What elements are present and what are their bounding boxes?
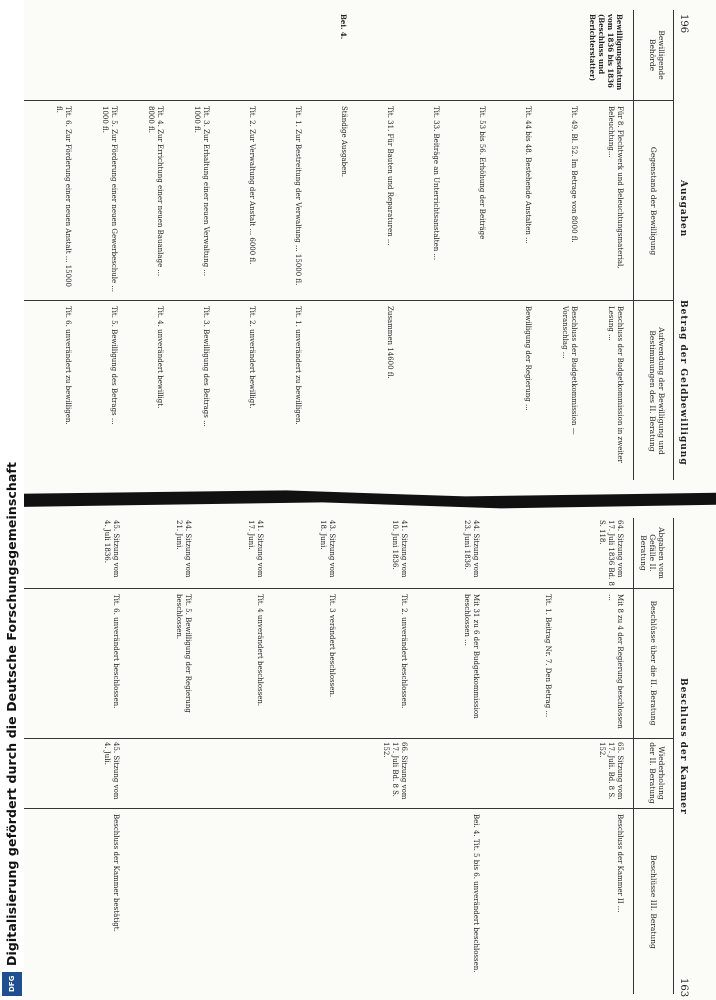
table-cell: Tit. 3 verändert beschlossen.: [328, 594, 336, 698]
table-cell: 44. Sitzung vom 21. Juni.: [175, 520, 192, 578]
table-cell: Tit. 6. unverändert zu bewilligen.: [64, 306, 72, 425]
table-cell: Mit 8 zu 4 der Regierung beschlossen ...: [607, 594, 624, 729]
table-cell: Tit. 2. unverändert bewilligt.: [248, 306, 256, 409]
table-cell: 64. Sitzung vom 17. Juli 1836 Bd. 8 S. 118.: [598, 520, 624, 586]
column-header: Gegenstand der Bewilligung: [649, 146, 658, 256]
dfg-logo: DFG: [2, 972, 22, 996]
footer-text: Digitalisierung gefördert durch die Deutsche Forschungsgemeinschaft: [4, 461, 19, 966]
table-cell: 65. Sitzung vom 17. Juli. Bd. 8 S. 152.: [598, 742, 624, 800]
table-cell: Tit. 49. Bl. 52. Im Betrage von 8000 fl.: [570, 106, 578, 243]
table-cell: Tit. 5. Bewilligung der Regierung beschlossen.: [175, 594, 192, 713]
table-cell: Tit. 6. unverändert beschlossen.: [112, 594, 120, 709]
table-cell: Bewilligung der Regierung ...: [524, 306, 532, 411]
left-group-subheader: Betrag der Geldbewilligung: [678, 300, 688, 466]
col-divider: [14, 808, 674, 809]
table-cell: Tit. 1. Beitrag Nr. 7. Den Betrag ...: [544, 594, 552, 718]
col-divider: [14, 300, 674, 301]
table-cell: Tit. 53 bis 56. Erhöhung der Beiträge: [478, 106, 486, 240]
header-rule: [633, 518, 634, 994]
table-cell: 45. Sitzung vom 4. Juli 1836.: [103, 520, 120, 578]
table-cell: 44. Sitzung vom 23. Juni 1836.: [463, 520, 480, 578]
column-header: Aufwendung der Bewilligung und Bestimmungen des II. Beratung: [648, 327, 666, 455]
table-cell: Tit. 3. Zur Erhaltung einer neuen Verwaltung ... 1000 fl.: [193, 106, 210, 277]
table-cell: Tit. 33. Beiträge an Unterrichtsanstalten ...: [432, 106, 440, 261]
table-cell: Tit. 6. Zur Förderung einer neuen Anstalt ... 15000 fl.: [55, 106, 72, 287]
table-cell: Bewilligungsdatum vom 1836 bis 1836 (Beschluss und Berichterstatter): [588, 14, 624, 91]
table-cell: Beschluss der Budgetkommission — Voranschlag ...: [561, 306, 578, 435]
column-header: Abgaben vom Gefälle II. Beratung: [639, 527, 666, 579]
col-divider: [14, 588, 674, 589]
table-cell: Tit. 1. unverändert zu bewilligen.: [294, 306, 302, 425]
table-cell: Beschluss der Kammer bestätigt.: [112, 814, 120, 932]
table-cell: Für 8. Flechtwerk und Beleuchtungsmaterial, Beleuchtung...: [607, 106, 624, 269]
table-cell: Tit. 44 bis 48. Bestehende Anstalten ...: [524, 106, 532, 244]
table-cell: Mit 31 zu 6 der Budgetkommission beschlossen ...: [463, 594, 480, 719]
table-cell: Tit. 31. Für Bauten und Reparaturen ...: [386, 106, 394, 246]
page-fold-shadow: [0, 488, 716, 512]
table-cell: Tit. 2. unverändert beschlossen.: [400, 594, 408, 709]
column-header: Beschlüsse III. Beratung: [649, 855, 658, 949]
left-page-number: 196: [678, 14, 689, 34]
left-group-header: Ausgaben: [678, 180, 688, 238]
table-cell: Tit. 5. Bewilligung des Betrags ...: [110, 306, 118, 425]
col-divider: [14, 738, 674, 739]
table-cell: 41. Sitzung vom 17. Juni.: [247, 520, 264, 578]
top-rule: [673, 518, 674, 994]
column-header: Wiederholung der II. Beratung: [648, 742, 666, 804]
table-cell: Beschluss der Budgetkommission in zweiter Lesung ...: [607, 306, 624, 463]
table-cell: Bei. 4. Tit. 5 bis 6. unverändert beschlossen.: [472, 814, 480, 973]
table-cell: Tit. 3. Bewilligung des Beitrags ...: [202, 306, 210, 427]
table-cell: 43. Sitzung vom 18. Juni.: [319, 520, 336, 578]
column-header: Beschlüsse über die II. Beratung: [649, 600, 658, 726]
column-header: Bewilligende Behörde: [648, 30, 666, 80]
table-cell: Tit. 5. Zur Förderung einer neuen Gewerbeschule ... 1000 fl.: [101, 106, 118, 293]
table-cell: 45. Sitzung vom 4. Juli.: [103, 742, 120, 800]
table-cell: Tit. 1. Zur Bestreitung der Verwaltung ... 15000 fl.: [294, 106, 302, 286]
table-cell: Ständige Ausgaben.: [340, 106, 348, 178]
right-page-number: 163: [678, 978, 689, 998]
table-cell: Tit. 4. Zur Errichtung einer neuen Bauanlage ... 8000 fl.: [147, 106, 164, 277]
table-cell: Beschluss der Kammer II ...: [616, 814, 624, 913]
table-cell: Zusammen 14600 fl.: [386, 306, 394, 379]
table-cell: Tit. 4. unverändert bewilligt.: [156, 306, 164, 409]
right-page: [0, 518, 716, 1000]
left-page: [0, 0, 716, 482]
table-cell: 66. Sitzung vom 17. Juli Bd. 8 S. 152.: [382, 742, 408, 800]
table-cell: Tit. 4 unverändert beschlossen.: [256, 594, 264, 707]
header-rule: [633, 10, 634, 480]
top-rule: [673, 10, 674, 480]
table-cell: Tit. 2. Zur Verwaltung der Anstalt ... 6000 fl.: [248, 106, 256, 265]
table-cell: Bei. 4.: [339, 14, 348, 40]
digitization-footer: [0, 0, 24, 1000]
right-group-header: Beschluss der Kammer: [678, 678, 688, 815]
col-divider: [14, 100, 674, 101]
table-cell: 41. Sitzung vom 10. Juni 1836.: [391, 520, 408, 578]
